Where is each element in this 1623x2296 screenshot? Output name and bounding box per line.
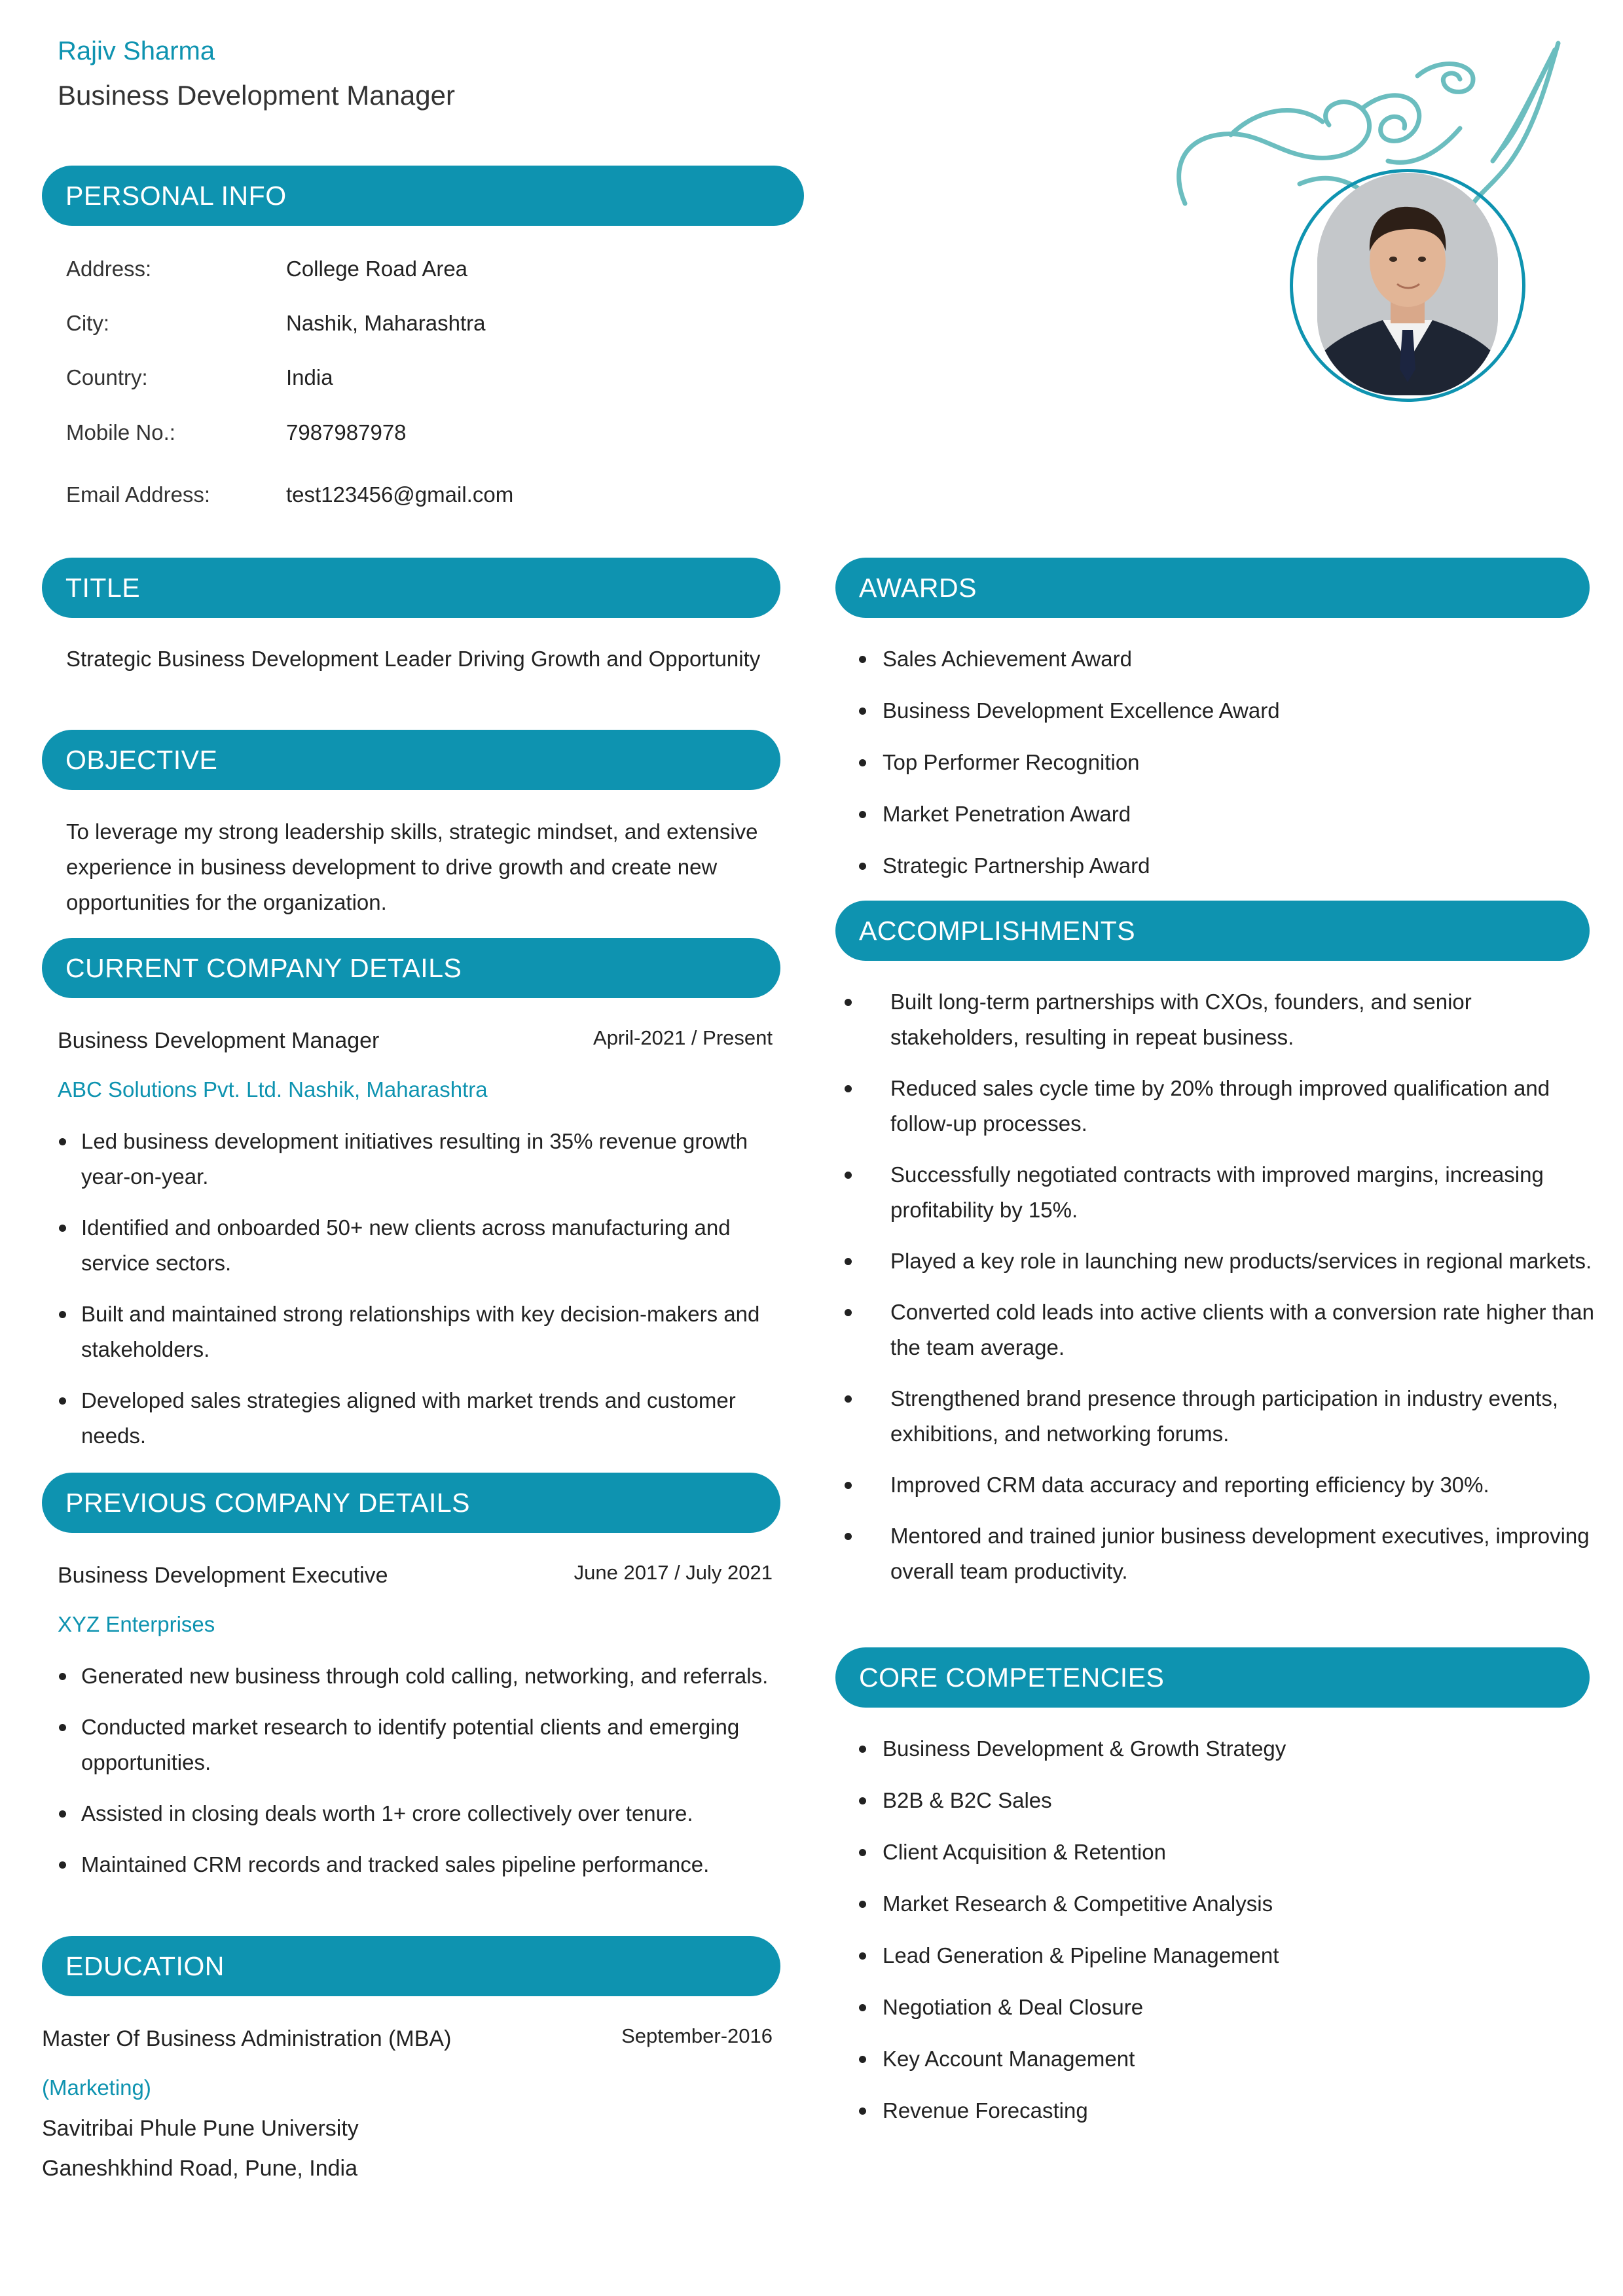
- objective-text: To leverage my strong leadership skills, strategic mindset, and extensive experience in business development to drive growth and create new opportunities for the organization.: [66, 819, 758, 914]
- list-item: Converted cold leads into active clients with a conversion rate higher than the team average.: [835, 1295, 1595, 1365]
- city-value: Nashik, Maharashtra: [286, 311, 486, 335]
- list-item: Reduced sales cycle time by 20% through improved qualification and follow-up processes.: [835, 1071, 1595, 1141]
- address-value: College Road Area: [286, 257, 468, 281]
- awards-heading: AWARDS: [835, 558, 1590, 618]
- list-item: Led business development initiatives resulting in 35% revenue growth year-on-year.: [58, 1124, 784, 1194]
- address-label: Address:: [66, 257, 152, 281]
- email-label: Email Address:: [66, 482, 211, 507]
- list-item: Conducted market research to identify potential clients and emerging opportunities.: [58, 1710, 784, 1780]
- list-item: Lead Generation & Pipeline Management: [835, 1938, 1588, 1973]
- list-item: Key Account Management: [835, 2041, 1588, 2077]
- core-competencies-heading: CORE COMPETENCIES: [835, 1647, 1590, 1708]
- current-company-name: ABC Solutions Pvt. Ltd. Nashik, Maharashtra: [58, 1077, 488, 1102]
- previous-company-bullets: [58, 1659, 784, 1898]
- mobile-value: 7987987978: [286, 420, 407, 444]
- list-item: Successfully negotiated contracts with improved margins, increasing profitability by 15%.: [835, 1157, 1595, 1228]
- list-item: Improved CRM data accuracy and reporting efficiency by 30%.: [835, 1467, 1595, 1503]
- list-item: Developed sales strategies aligned with market trends and customer needs.: [58, 1383, 784, 1454]
- university-name: Savitribai Phule Pune University: [42, 2116, 359, 2141]
- person-portrait-icon: [1317, 173, 1498, 395]
- university-address: Ganeshkhind Road, Pune, India: [42, 2156, 358, 2181]
- profile-photo-frame: [1290, 169, 1525, 402]
- candidate-name: Rajiv Sharma: [58, 37, 215, 65]
- objective-heading: OBJECTIVE: [42, 730, 780, 790]
- degree-name: Master Of Business Administration (MBA): [42, 2026, 452, 2051]
- list-item: Sales Achievement Award: [835, 641, 1588, 677]
- list-item: Business Development & Growth Strategy: [835, 1731, 1588, 1767]
- title-heading: TITLE: [42, 558, 780, 618]
- list-item: Market Research & Competitive Analysis: [835, 1886, 1588, 1922]
- list-item: Assisted in closing deals worth 1+ crore collectively over tenure.: [58, 1796, 784, 1831]
- list-item: Mentored and trained junior business development executives, improving overall team productivity.: [835, 1518, 1595, 1589]
- accomplishments-list: [835, 984, 1595, 1605]
- list-item: Client Acquisition & Retention: [835, 1835, 1588, 1870]
- current-job-dates: April-2021 / Present: [593, 1026, 773, 1049]
- list-item: Generated new business through cold calling, networking, and referrals.: [58, 1659, 784, 1694]
- title-text: Strategic Business Development Leader Driving Growth and Opportunity: [66, 647, 761, 671]
- previous-job-dates: June 2017 / July 2021: [574, 1561, 773, 1584]
- list-item: Top Performer Recognition: [835, 745, 1588, 780]
- list-item: Identified and onboarded 50+ new clients across manufacturing and service sectors.: [58, 1210, 784, 1281]
- list-item: Market Penetration Award: [835, 797, 1588, 832]
- list-item: Strategic Partnership Award: [835, 848, 1588, 884]
- list-item: Built and maintained strong relationships with key decision-makers and stakeholders.: [58, 1297, 784, 1367]
- mobile-label: Mobile No.:: [66, 420, 175, 444]
- previous-company-heading: PREVIOUS COMPANY DETAILS: [42, 1473, 780, 1533]
- awards-list: [835, 641, 1588, 900]
- current-job-title: Business Development Manager: [58, 1028, 380, 1053]
- country-value: India: [286, 365, 333, 389]
- list-item: Played a key role in launching new products/services in regional markets.: [835, 1244, 1595, 1279]
- current-company-heading: CURRENT COMPANY DETAILS: [42, 938, 780, 998]
- list-item: B2B & B2C Sales: [835, 1783, 1588, 1818]
- list-item: Strengthened brand presence through participation in industry events, exhibitions, and networking forums.: [835, 1381, 1595, 1452]
- degree-specialization: (Marketing): [42, 2075, 151, 2100]
- degree-date: September-2016: [621, 2024, 773, 2047]
- candidate-role: Business Development Manager: [58, 80, 455, 111]
- list-item: Negotiation & Deal Closure: [835, 1990, 1588, 2025]
- list-item: Revenue Forecasting: [835, 2093, 1588, 2128]
- previous-company-name: XYZ Enterprises: [58, 1612, 215, 1636]
- email-value: test123456@gmail.com: [286, 482, 514, 507]
- accomplishments-heading: ACCOMPLISHMENTS: [835, 901, 1590, 961]
- country-label: Country:: [66, 365, 148, 389]
- previous-job-title: Business Development Executive: [58, 1563, 388, 1588]
- city-label: City:: [66, 311, 109, 335]
- current-company-bullets: [58, 1124, 784, 1469]
- personal-info-heading: PERSONAL INFO: [42, 166, 804, 226]
- education-heading: EDUCATION: [42, 1936, 780, 1996]
- list-item: Business Development Excellence Award: [835, 693, 1588, 728]
- core-competencies-list: [835, 1731, 1588, 2145]
- avatar: [1317, 173, 1498, 395]
- list-item: Maintained CRM records and tracked sales pipeline performance.: [58, 1847, 784, 1882]
- list-item: Built long-term partnerships with CXOs, founders, and senior stakeholders, resulting in repeat business.: [835, 984, 1595, 1055]
